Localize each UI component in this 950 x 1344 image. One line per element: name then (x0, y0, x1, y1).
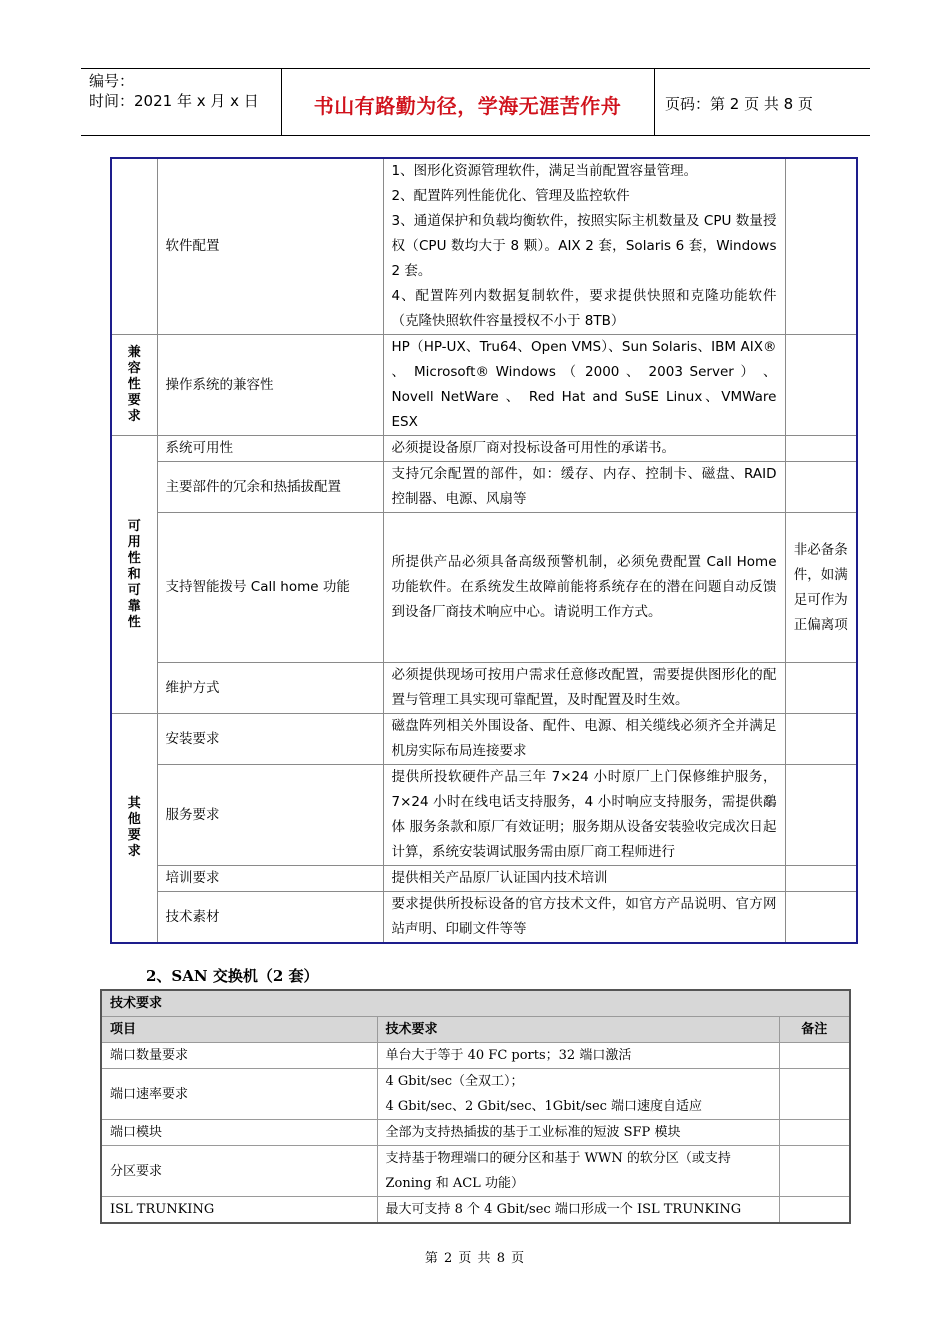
page-footer: 第 2 页 共 8 页 (424, 1251, 526, 1266)
header-divider (654, 68, 655, 136)
table-header-row (101, 1017, 850, 1043)
code-label: 编号： (89, 72, 135, 90)
item-cell: 端口速率要求 (101, 1069, 377, 1120)
note-cell (785, 436, 857, 462)
requirement-line: 2、配置阵列性能优化、管理及监控软件 (391, 188, 630, 204)
requirement-cell: 单台大于等于 40 FC ports；32 端口激活 (377, 1043, 779, 1069)
note-cell (785, 714, 857, 765)
page-header (81, 68, 870, 136)
table-row (111, 714, 857, 765)
category-cell (111, 436, 157, 714)
note-cell (785, 462, 857, 513)
table-row (111, 436, 857, 462)
table-row (111, 663, 857, 714)
requirement-cell: 提供所投软硬件产品三年 7×24 小时原厂上门保修维护服务，7×24 小时在线电话支持服务，4 小时响应支持服务，需提供鷸体 服务条款和原厂有效证明；服务期从设备安装验收完成次日起计算，系统安装调试服务需由原厂商工程师进行 (383, 765, 785, 866)
column-header: 技术要求 (377, 1017, 779, 1043)
item-cell: 系统可用性 (157, 436, 383, 462)
category-cell (111, 335, 157, 436)
item-cell: 主要部件的冗余和热插拔配置 (157, 462, 383, 513)
header-motto: 书山有路勤为径，学海无涯苦作舟 (313, 94, 622, 118)
item-cell: 软件配置 (157, 158, 383, 335)
item-cell: 技术素材 (157, 892, 383, 944)
table-row (101, 1197, 850, 1224)
requirement-cell: 要求提供所投标设备的官方技术文件，如官方产品说明、官方网站声明、印刷文件等等 (383, 892, 785, 944)
requirement-cell: 提供相关产品原厂认证国内技术培训 (383, 866, 785, 892)
table-row (111, 335, 857, 436)
table-title: 技术要求 (101, 990, 850, 1017)
requirement-cell: 所提供产品必须具备高级预警机制，必须免费配置 Call Home 功能软件。在系统发生故障前能将系统存在的潜在问题自动反馈到设备厂商技术响应中心。请说明工作方式。 (383, 513, 785, 663)
requirement-line: 1、图形化资源管理软件，满足当前配置容量管理。 (391, 163, 698, 179)
requirement-cell: 支持冗余配置的部件，如：缓存、内存、控制卡、磁盘、RAID 控制器、电源、风扇等 (383, 462, 785, 513)
category-cell (111, 714, 157, 944)
category-label: 兼 容 性 要 求 (127, 345, 141, 424)
note-cell: 非必备条件，如满足可作为正偏离项 (785, 513, 857, 663)
spec-table (110, 157, 858, 944)
note-cell (785, 335, 857, 436)
item-cell: 端口模块 (101, 1120, 377, 1146)
header-meta (89, 71, 259, 111)
note-cell (785, 765, 857, 866)
item-cell: 培训要求 (157, 866, 383, 892)
requirement-line: 4 Gbit/sec、2 Gbit/sec、1Gbit/sec 端口速度自适应 (385, 1099, 703, 1114)
table-row (111, 513, 857, 663)
table-row (101, 1043, 850, 1069)
item-cell: 维护方式 (157, 663, 383, 714)
table-row (111, 892, 857, 944)
note-cell (779, 1197, 850, 1224)
requirement-cell: 必须提设备原厂商对投标设备可用性的承诺书。 (383, 436, 785, 462)
note-cell (779, 1069, 850, 1120)
header-page-number: 页码：第 2 页 共 8 页 (665, 95, 813, 113)
note-cell (785, 866, 857, 892)
column-header: 项目 (101, 1017, 377, 1043)
requirement-cell: HP（HP-UX、Tru64、Open VMS）、Sun Solaris、IBM AIX® 、 Microsoft® Windows （ 2000 、 2003 Server ） 、 Novell NetWare 、 Red Hat and SuSE Linux、VMWare ESX (383, 335, 785, 436)
category-label: 可 用 性 和 可 靠 性 (127, 518, 141, 630)
table-row (111, 765, 857, 866)
requirement-cell: 必须提供现场可按用户需求任意修改配置，需要提供图形化的配置与管理工具实现可靠配置，及时配置及时生效。 (383, 663, 785, 714)
requirement-line: 4、配置阵列内数据复制软件，要求提供快照和克隆功能软件（克隆快照软件容量授权不小于 8TB） (391, 288, 777, 329)
table-row (101, 1120, 850, 1146)
category-label: 其 他 要 求 (127, 796, 141, 859)
section-heading: 2、SAN 交换机（2 套） (146, 967, 319, 985)
requirement-cell: 磁盘阵列相关外围设备、配件、电源、相关缆线必须齐全并满足机房实际布局连接要求 (383, 714, 785, 765)
table-row (111, 866, 857, 892)
item-cell: ISL TRUNKING (101, 1197, 377, 1224)
time-label: 时间：2021 年 x 月 x 日 (89, 92, 259, 110)
requirement-line: 4 Gbit/sec（全双工）； (385, 1074, 524, 1089)
table-row (101, 1146, 850, 1197)
note-cell (779, 1043, 850, 1069)
note-cell (779, 1146, 850, 1197)
requirement-cell (377, 1069, 779, 1120)
header-top-rule (81, 68, 870, 69)
note-cell (779, 1120, 850, 1146)
san-switch-table (100, 989, 851, 1224)
column-header: 备注 (779, 1017, 850, 1043)
requirement-cell: 最大可支持 8 个 4 Gbit/sec 端口形成一个 ISL TRUNKING (377, 1197, 779, 1224)
table-row (111, 158, 857, 335)
item-cell: 分区要求 (101, 1146, 377, 1197)
requirement-line: 3、通道保护和负载均衡软件，按照实际主机数量及 CPU 数量授权（CPU 数均大于 8 颗）。AIX 2 套，Solaris 6 套，Windows 2 套。 (391, 213, 777, 279)
table-row (101, 1069, 850, 1120)
item-cell: 安装要求 (157, 714, 383, 765)
requirement-cell (383, 158, 785, 335)
item-cell: 操作系统的兼容性 (157, 335, 383, 436)
note-cell (785, 663, 857, 714)
item-cell: 服务要求 (157, 765, 383, 866)
header-bottom-rule (81, 135, 870, 136)
note-cell (785, 892, 857, 944)
item-cell: 支持智能拨号 Call home 功能 (157, 513, 383, 663)
requirement-cell: 支持基于物理端口的硬分区和基于 WWN 的软分区（或支持 Zoning 和 ACL 功能） (377, 1146, 779, 1197)
table-title-row (101, 990, 850, 1017)
table-row (111, 462, 857, 513)
category-cell (111, 158, 157, 335)
item-cell: 端口数量要求 (101, 1043, 377, 1069)
note-cell (785, 158, 857, 335)
requirement-cell: 全部为支持热插拔的基于工业标准的短波 SFP 模块 (377, 1120, 779, 1146)
